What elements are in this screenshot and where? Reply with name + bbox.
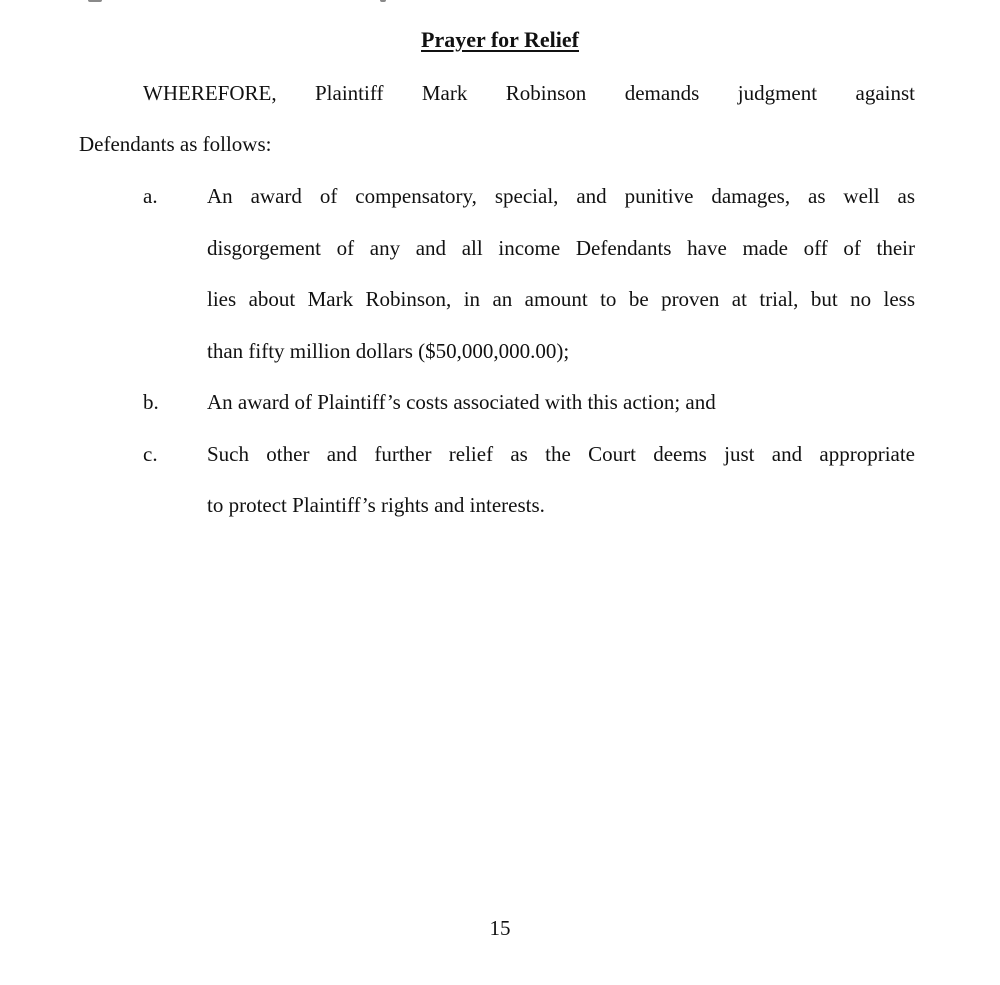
- previous-page-edge: [0, 0, 1000, 3]
- item-a-line-2: disgorgement of any and all income Defendants have made off of their: [207, 236, 915, 260]
- item-b-marker: b.: [143, 390, 159, 414]
- item-c-line-1: Such other and further relief as the Court deems just and appropriate: [207, 442, 915, 466]
- section-heading: Prayer for Relief: [421, 27, 579, 52]
- page-number: 15: [489, 916, 511, 940]
- item-a-marker: a.: [143, 184, 158, 208]
- item-a-line-3: lies about Mark Robinson, in an amount to be proven at trial, but no less: [207, 287, 915, 311]
- item-a-line-1: An award of compensatory, special, and punitive damages, as well as: [207, 184, 915, 208]
- intro-paragraph-line-2: Defendants as follows:: [79, 132, 272, 156]
- item-b-line-1: An award of Plaintiff’s costs associated with this action; and: [207, 390, 716, 414]
- item-a-line-4: than fifty million dollars ($50,000,000.00);: [207, 339, 570, 363]
- item-c-line-2: to protect Plaintiff’s rights and interests.: [207, 493, 545, 517]
- intro-paragraph-line-1: WHEREFORE, Plaintiff Mark Robinson demands judgment against: [143, 81, 915, 105]
- item-c-marker: c.: [143, 442, 158, 466]
